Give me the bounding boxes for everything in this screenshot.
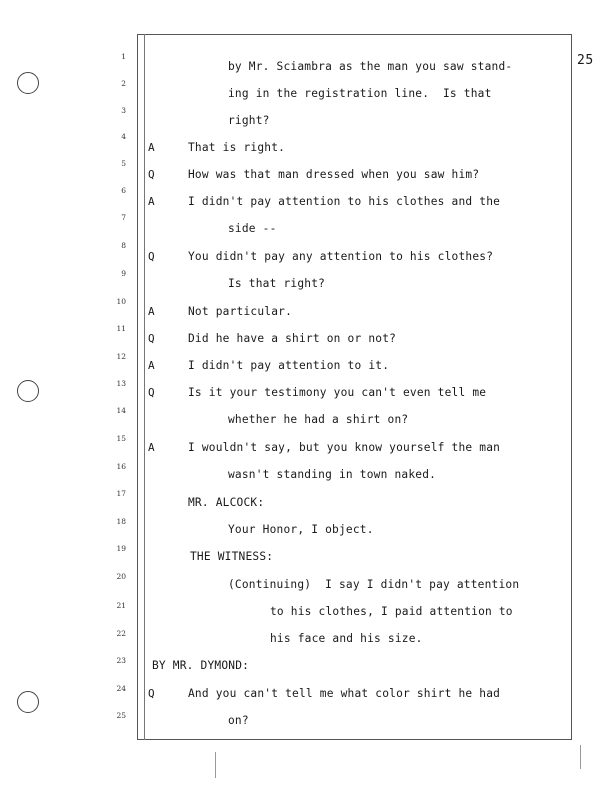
answer-marker: A: [148, 141, 155, 154]
transcript-line: THE WITNESS:: [190, 550, 274, 563]
line-number: 5: [121, 159, 126, 168]
transcript-line: (Continuing) I say I didn't pay attention: [228, 578, 520, 591]
answer-marker: A: [148, 305, 155, 318]
transcript-line: Is it your testimony you can't even tell me: [188, 386, 487, 399]
line-number: 8: [121, 241, 126, 250]
transcript-line: to his clothes, I paid attention to: [270, 605, 513, 618]
scan-mark: [580, 745, 581, 769]
transcript-line: side --: [228, 222, 277, 235]
transcript-line: on?: [228, 714, 249, 727]
transcript-line: Not particular.: [188, 305, 293, 318]
transcript-line: right?: [228, 114, 270, 127]
line-number: 10: [116, 297, 126, 306]
line-number: 19: [116, 544, 126, 553]
margin-rule: [144, 34, 145, 740]
answer-marker: A: [148, 441, 155, 454]
transcript-line: MR. ALCOCK:: [188, 496, 265, 509]
transcript-line: by Mr. Sciambra as the man you saw stand-: [228, 60, 513, 73]
line-number: 13: [116, 379, 126, 388]
transcript-line: his face and his size.: [270, 632, 423, 645]
line-number: 22: [116, 629, 126, 638]
line-number: 2: [121, 79, 126, 88]
line-number: 23: [116, 656, 126, 665]
transcript-line: You didn't pay any attention to his clothes?: [188, 250, 494, 263]
line-number: 24: [116, 684, 126, 693]
line-number: 14: [116, 406, 126, 415]
transcript-line: Did he have a shirt on or not?: [188, 332, 397, 345]
question-marker: Q: [148, 687, 155, 700]
line-number: 15: [116, 434, 126, 443]
line-number: 18: [116, 517, 126, 526]
line-number: 25: [116, 711, 126, 720]
answer-marker: A: [148, 195, 155, 208]
line-number: 4: [121, 132, 126, 141]
transcript-line: I didn't pay attention to it.: [188, 359, 390, 372]
transcript-line: How was that man dressed when you saw him?: [188, 168, 480, 181]
line-number: 1: [121, 52, 126, 61]
binder-hole-top: [17, 72, 39, 94]
question-marker: Q: [148, 332, 155, 345]
transcript-line: And you can't tell me what color shirt he had: [188, 687, 501, 700]
binder-hole-bottom: [17, 691, 39, 713]
transcript-line: That is right.: [188, 141, 286, 154]
line-number: 3: [121, 106, 126, 115]
transcript-line: wasn't standing in town naked.: [228, 468, 437, 481]
line-number: 21: [116, 601, 126, 610]
transcript-line: whether he had a shirt on?: [228, 413, 409, 426]
line-number: 20: [116, 572, 126, 581]
scan-mark: [215, 752, 216, 778]
line-number: 11: [116, 324, 126, 333]
line-number: 16: [116, 462, 126, 471]
question-marker: Q: [148, 386, 155, 399]
line-number: 9: [121, 269, 126, 278]
answer-marker: A: [148, 359, 155, 372]
line-number: 17: [116, 489, 126, 498]
line-number: 6: [121, 186, 126, 195]
binder-hole-middle: [17, 380, 39, 402]
transcript-line: I wouldn't say, but you know yourself the man: [188, 441, 501, 454]
page-number: 25: [577, 53, 594, 68]
transcript-line: I didn't pay attention to his clothes and the: [188, 195, 501, 208]
line-number: 12: [116, 352, 126, 361]
line-number: 7: [121, 213, 126, 222]
transcript-line: ing in the registration line. Is that: [228, 87, 492, 100]
transcript-line: BY MR. DYMOND:: [152, 659, 250, 672]
transcript-line: Is that right?: [228, 277, 326, 290]
question-marker: Q: [148, 250, 155, 263]
transcript-line: Your Honor, I object.: [228, 523, 374, 536]
question-marker: Q: [148, 168, 155, 181]
